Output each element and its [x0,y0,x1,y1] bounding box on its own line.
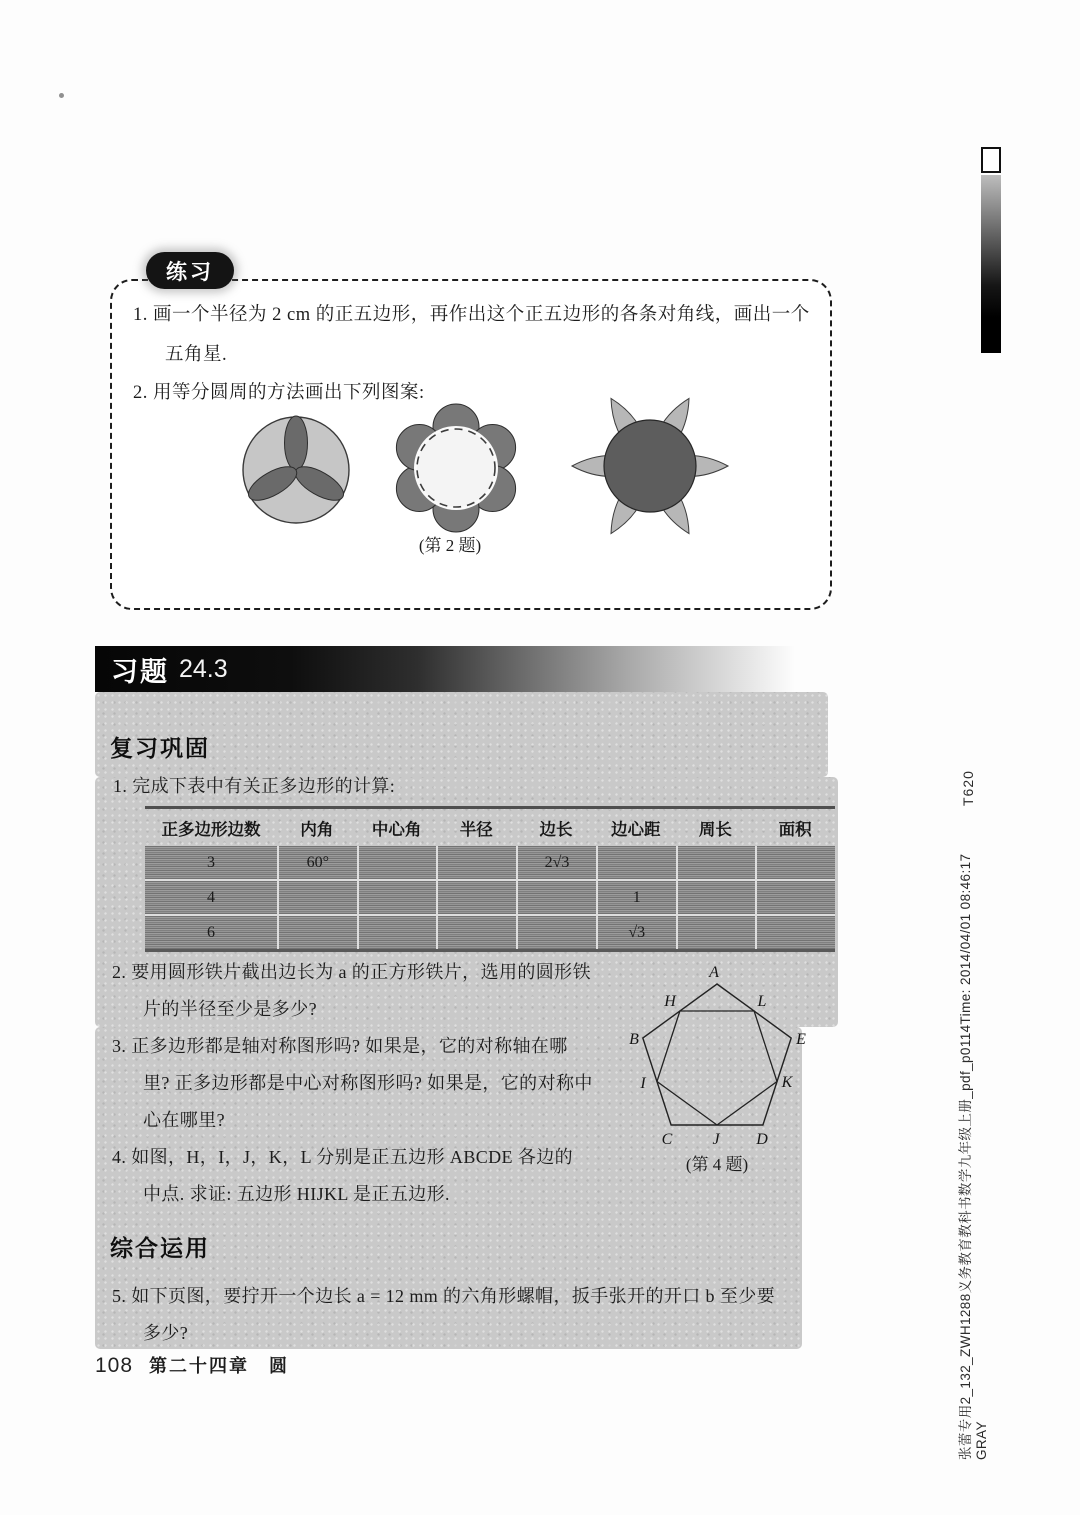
calibration-strip [981,147,1001,351]
table-cell: 6 [145,916,277,949]
table-header-cell: 周长 [698,819,732,839]
table-header-cell: 中心角 [371,819,422,839]
midpoint-label-k: K [781,1074,793,1091]
inner-pentagon [657,1011,777,1125]
vertex-label-d: D [756,1131,768,1148]
table-cell: √3 [598,916,676,949]
page-number: 108 [95,1354,134,1377]
midpoint-label-j: J [712,1131,720,1148]
exercise-header-bar [95,646,795,692]
problem-4-line1: 4. 如图，H，I，J，K，L 分别是正五边形 ABCDE 各边的 [112,1147,574,1167]
problem-4-line2: 中点. 求证: 五边形 HIJKL 是正五边形. [143,1184,450,1204]
problem-1-text: 1. 完成下表中有关正多边形的计算: [113,776,396,796]
vertex-label-c: C [661,1131,673,1148]
vertex-label-a: A [709,964,719,981]
table-cell [757,881,835,914]
figure4-caption: (第 4 题) [685,1155,749,1174]
exercise-header-number: 24.3 [179,654,228,683]
table-cell [359,916,437,949]
practice-item2-line1: 2. 用等分圆周的方法画出下列图案: [133,383,425,403]
vertex-label-b: B [629,1031,639,1048]
table-header-cell: 面积 [778,819,812,839]
table-header-cell: 内角 [300,819,334,839]
watermark-vertical [958,815,990,1460]
watermark-text: 张蕾专用2_132_ZWH1288义务教育教科书数学九年级上册_pdf_p0114Time: 2014/04/01 08:46:17 [958,853,973,1460]
section-heading-review: 复习巩固 [110,735,210,761]
problem-3-line2: 里? 正多边形都是中心对称图形吗? 如果是，它的对称中 [143,1073,593,1093]
scan-speck [59,93,64,98]
table-cell [438,916,516,949]
table-header-cell: 正多边形边数 [161,819,261,839]
problem-5-line2: 多少? [143,1323,189,1343]
table-cell: 1 [598,881,676,914]
gray-label: GRAY [974,1421,989,1460]
pentagon-figure [628,956,890,1171]
flower-pattern-2 [396,404,515,532]
table-header-row [145,809,835,846]
polygon-table [145,806,835,952]
problem-3-line3: 心在哪里? [143,1110,225,1130]
table-cell [518,916,596,949]
table-cell: 60° [279,846,357,879]
table-cell [757,846,835,879]
table-cell [518,881,596,914]
table-cell: 4 [145,881,277,914]
flower-pattern-1 [243,416,349,523]
table-header-cell: 边长 [539,819,573,839]
practice-item1-line2: 五角星. [165,345,228,365]
table-cell [438,846,516,879]
table-cell: 2√3 [518,846,596,879]
table-header-cell: 半径 [459,819,493,839]
exercise-header-title: 习题 [111,656,169,687]
table-cell [359,881,437,914]
page-footer [95,1352,287,1378]
midpoint-label-h: H [664,993,676,1010]
vertex-label-e: E [796,1031,806,1048]
table-cell: 3 [145,846,277,879]
calibration-gradient [981,175,1001,353]
calibration-white-box [981,147,1001,173]
table-cell [678,881,756,914]
midpoint-label-l: L [757,993,767,1010]
table-cell [438,881,516,914]
table-cell [279,916,357,949]
chapter-title: 圆 [269,1356,288,1376]
table-header-cell: 边心距 [610,819,661,839]
device-code-vertical: T620 [960,770,976,806]
practice-badge: 练习 [146,252,234,289]
table-body [145,846,835,949]
flower-patterns-figure [212,396,752,548]
problem-3-line1: 3. 正多边形都是轴对称图形吗? 如果是，它的对称轴在哪 [112,1036,568,1056]
section-heading-apply: 综合运用 [110,1235,210,1261]
chapter-label: 第二十四章 [149,1356,250,1376]
table-cell [598,846,676,879]
problem-2-line2: 片的半径至少是多少? [143,999,317,1019]
table-cell [279,881,357,914]
table-cell [359,846,437,879]
practice-item1-line1: 1. 画一个半径为 2 cm 的正五边形，再作出这个正五边形的各条对角线，画出一个 [133,305,810,325]
figure2-caption: (第 2 题) [418,536,482,555]
table-cell [678,846,756,879]
table-cell [757,916,835,949]
flower-pattern-3 [572,396,728,539]
problem-5-line1: 5. 如下页图，要拧开一个边长 a = 12 mm 的六角形螺帽，扳手张开的开口 b 至少要 [112,1286,776,1306]
table-cell [678,916,756,949]
problem-2-line1: 2. 要用圆形铁片截出边长为 a 的正方形铁片，选用的圆形铁 [112,962,591,982]
midpoint-label-i: I [640,1075,646,1092]
